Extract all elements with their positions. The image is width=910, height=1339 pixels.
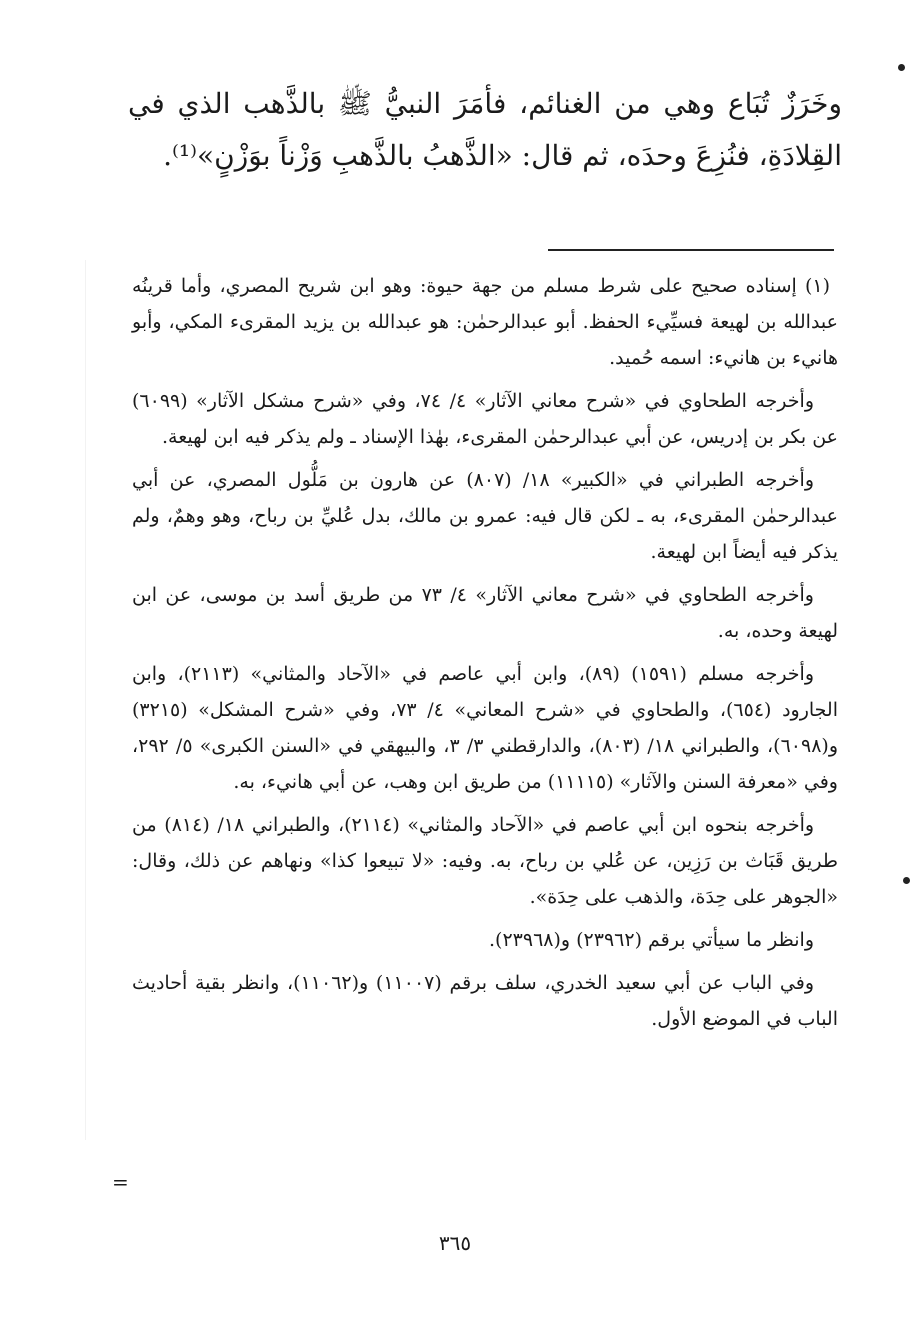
footnote-paragraph: وأخرجه مسلم (١٥٩١) (٨٩)، وابن أبي عاصم في «الآحاد والمثاني» (٢١١٣)، وابن الجارود (٦٥٤)، والطحاوي في «شرح المعاني» ٤/ ٧٣، وفي «شرح المشكل» (٣٢١٥) و(٦٠٩٨)، والطبراني ١٨/ (٨٠٣)، والدارقطني ٣/ ٣، والبيهقي في «السنن الكبرى» ٥/ ٢٩٢، وفي «معرفة السنن والآثار» (١١١١٥) من طريق ابن وهب، عن أبي هانيء، به.: [132, 663, 838, 793]
footnote-paragraph: وأخرجه الطحاوي في «شرح معاني الآثار» ٤/ ٧٣ من طريق أسد بن موسى، عن ابن لهيعة وحده، به.: [132, 584, 838, 642]
footnote-divider: [548, 249, 834, 251]
footnote-paragraph: وأخرجه الطبراني في «الكبير» ١٨/ (٨٠٧) عن هارون بن مَلُّول المصري، عن أبي عبدالرحمٰن المقرىء، به ـ لكن قال فيه: عمرو بن مالك، بدل عُليِّ بن رباح، وهو وهمٌ، ولم يذكر فيه أيضاً ابن لهيعة.: [132, 469, 838, 563]
main-text-block: [128, 78, 842, 182]
page-number: ٣٦٥: [438, 1231, 472, 1255]
main-text-paragraph: وخَرَزٌ تُبَاع وهي من الغنائم، فأمَرَ النبيُّ ﷺ بالذَّهب الذي في القِلادَةِ، فنُزِعَ وحدَه، ثم قال: «الذَّهبُ بالذَّهبِ وَزْناً بوَزْنٍ»⁽¹⁾.: [128, 87, 842, 172]
continuation-mark: =: [112, 1170, 129, 1194]
scan-dot-mark: [898, 64, 905, 71]
scan-margin-shadow: [85, 260, 86, 1140]
footnote-paragraph: وانظر ما سيأتي برقم (٢٣٩٦٢) و(٢٣٩٦٨).: [489, 929, 814, 951]
scan-dot-mark: [903, 877, 910, 884]
footnote-paragraph: (١) إسناده صحيح على شرط مسلم من جهة حيوة: وهو ابن شريح المصري، وأما قرينُه عبدالله بن لهيعة فسيِّيء الحفظ. أبو عبدالرحمٰن: هو عبدالله بن يزيد المقرىء المكي، وأبو هانيء بن هانيء: اسمه حُميد.: [132, 275, 838, 369]
footnote-paragraph: وأخرجه بنحوه ابن أبي عاصم في «الآحاد والمثاني» (٢١١٤)، والطبراني ١٨/ (٨١٤) من طريق قَبَاث بن رَزِين، عن عُلي بن رباح، به. وفيه: «لا تبيعوا كذا» ونهاهم عن ذلك، وقال: «الجوهر على حِدَة، والذهب على حِدَة».: [132, 814, 838, 908]
footnotes-block: [132, 268, 838, 1044]
footnote-paragraph: وفي الباب عن أبي سعيد الخدري، سلف برقم (١١٠٠٧) و(١١٠٦٢)، وانظر بقية أحاديث الباب في الموضع الأول.: [132, 972, 838, 1030]
footnote-paragraph: وأخرجه الطحاوي في «شرح معاني الآثار» ٤/ ٧٤، وفي «شرح مشكل الآثار» (٦٠٩٩) عن بكر بن إدريس، عن أبي عبدالرحمٰن المقرىء، بهٰذا الإسناد ـ ولم يذكر فيه ابن لهيعة.: [132, 390, 838, 448]
